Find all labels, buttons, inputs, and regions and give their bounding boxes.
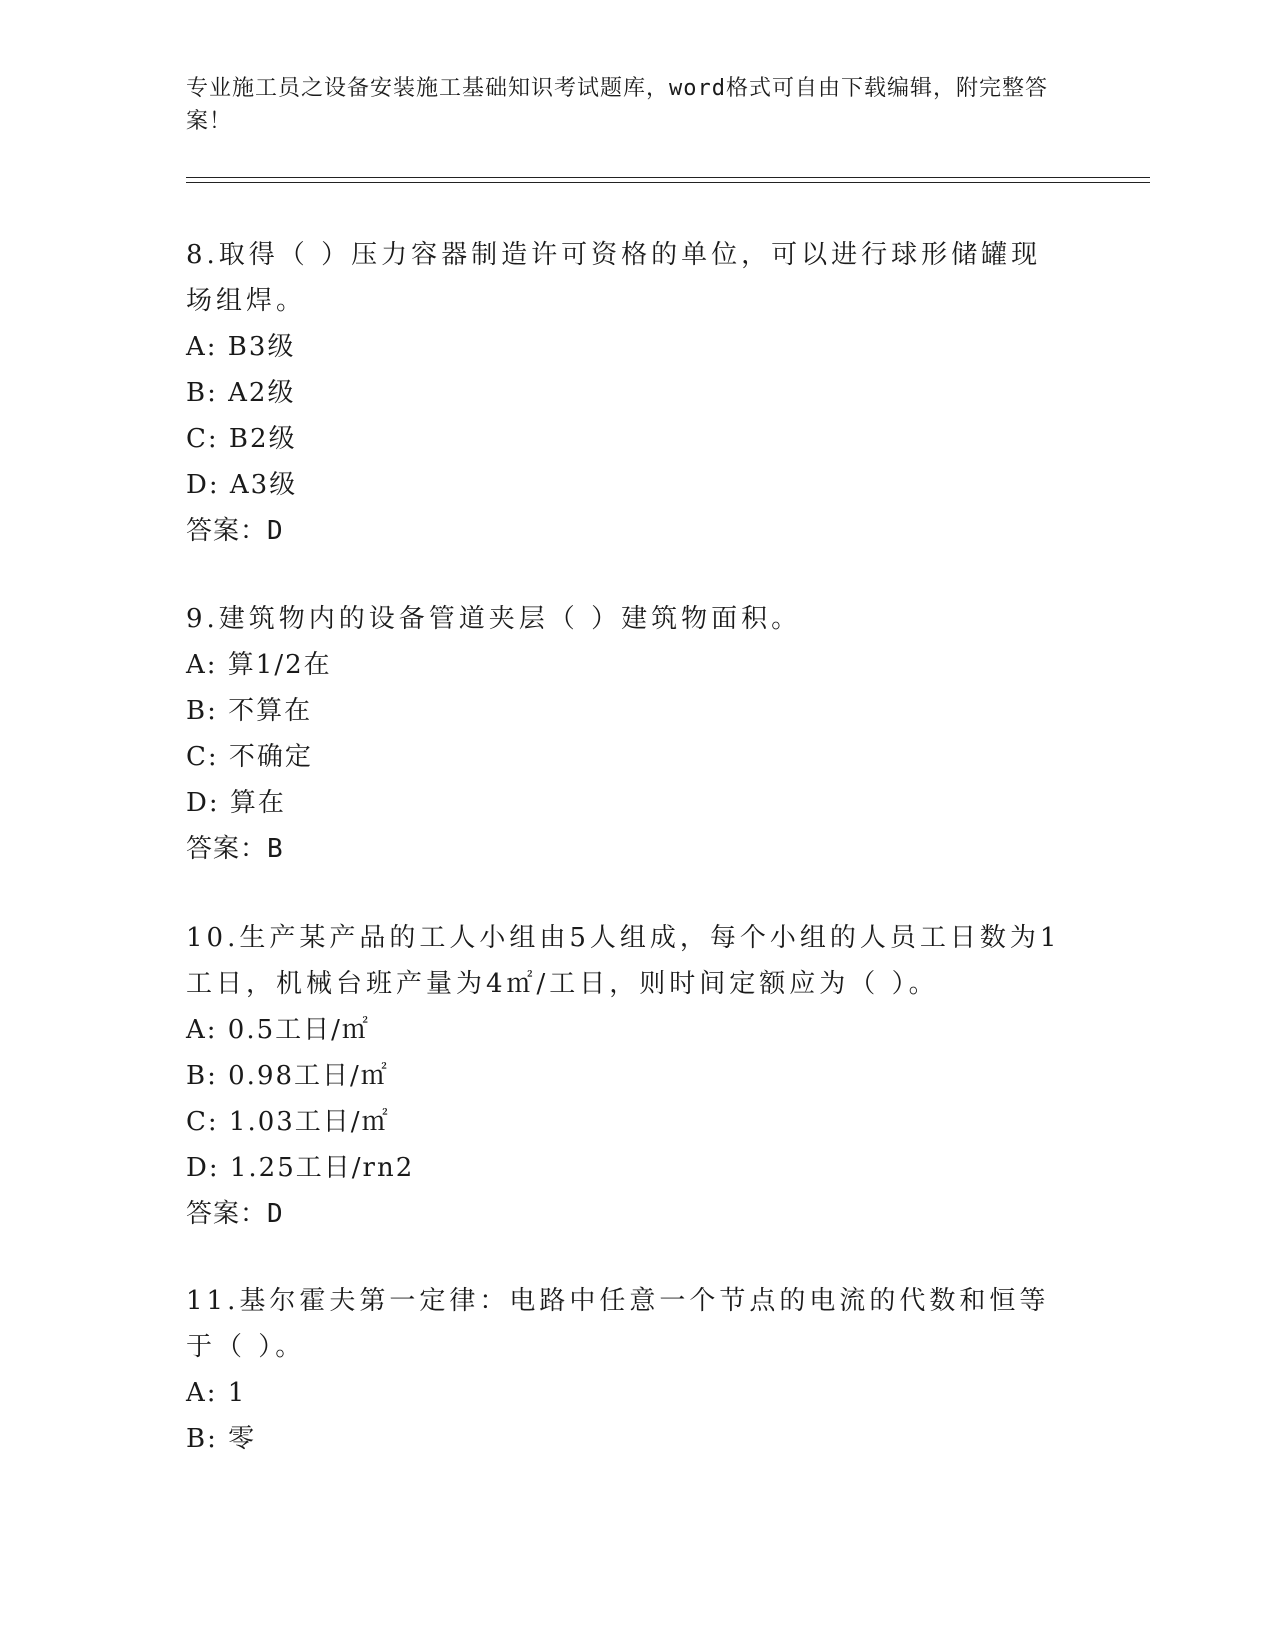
question-9	[186, 596, 1066, 872]
question-8	[186, 232, 1066, 554]
option-a: A: 1	[186, 1378, 247, 1408]
question-stem: 11.基尔霍夫第一定律：电路中任意一个节点的电流的代数和恒等于（ ）。	[186, 1286, 1050, 1362]
option-d: D: A3级	[186, 470, 298, 500]
option-c: C: B2级	[186, 424, 297, 454]
header-divider-top	[186, 177, 1150, 178]
question-stem: 10.生产某产品的工人小组由5人组成，每个小组的人员工日数为1工日，机械台班产量为4㎡/工日，则时间定额应为（ ）。	[186, 923, 1061, 999]
option-a: A: B3级	[186, 332, 296, 362]
answer-line: 答案：D	[186, 516, 284, 546]
option-c: C: 1.03工日/㎡	[186, 1107, 390, 1137]
option-a: A: 0.5工日/㎡	[186, 1015, 370, 1045]
answer-line: 答案：D	[186, 1199, 284, 1229]
option-b: B: 0.98工日/㎡	[186, 1061, 389, 1091]
option-b: B: 零	[186, 1424, 257, 1454]
option-d: D: 1.25工日/rn2	[186, 1153, 415, 1183]
question-10	[186, 915, 1066, 1237]
document-header: 专业施工员之设备安装施工基础知识考试题库，word格式可自由下载编辑，附完整答案！	[186, 76, 1048, 134]
option-b: B: 不算在	[186, 696, 313, 726]
question-stem: 9.建筑物内的设备管道夹层（ ）建筑物面积。	[186, 604, 802, 634]
answer-line: 答案：B	[186, 834, 284, 864]
option-d: D: 算在	[186, 788, 286, 818]
question-11	[186, 1278, 1066, 1462]
option-c: C: 不确定	[186, 742, 313, 772]
header-divider-bottom	[186, 182, 1150, 183]
option-b: B: A2级	[186, 378, 296, 408]
option-a: A: 算1/2在	[186, 650, 332, 680]
question-stem: 8.取得（ ）压力容器制造许可资格的单位，可以进行球形储罐现场组焊。	[186, 240, 1042, 316]
